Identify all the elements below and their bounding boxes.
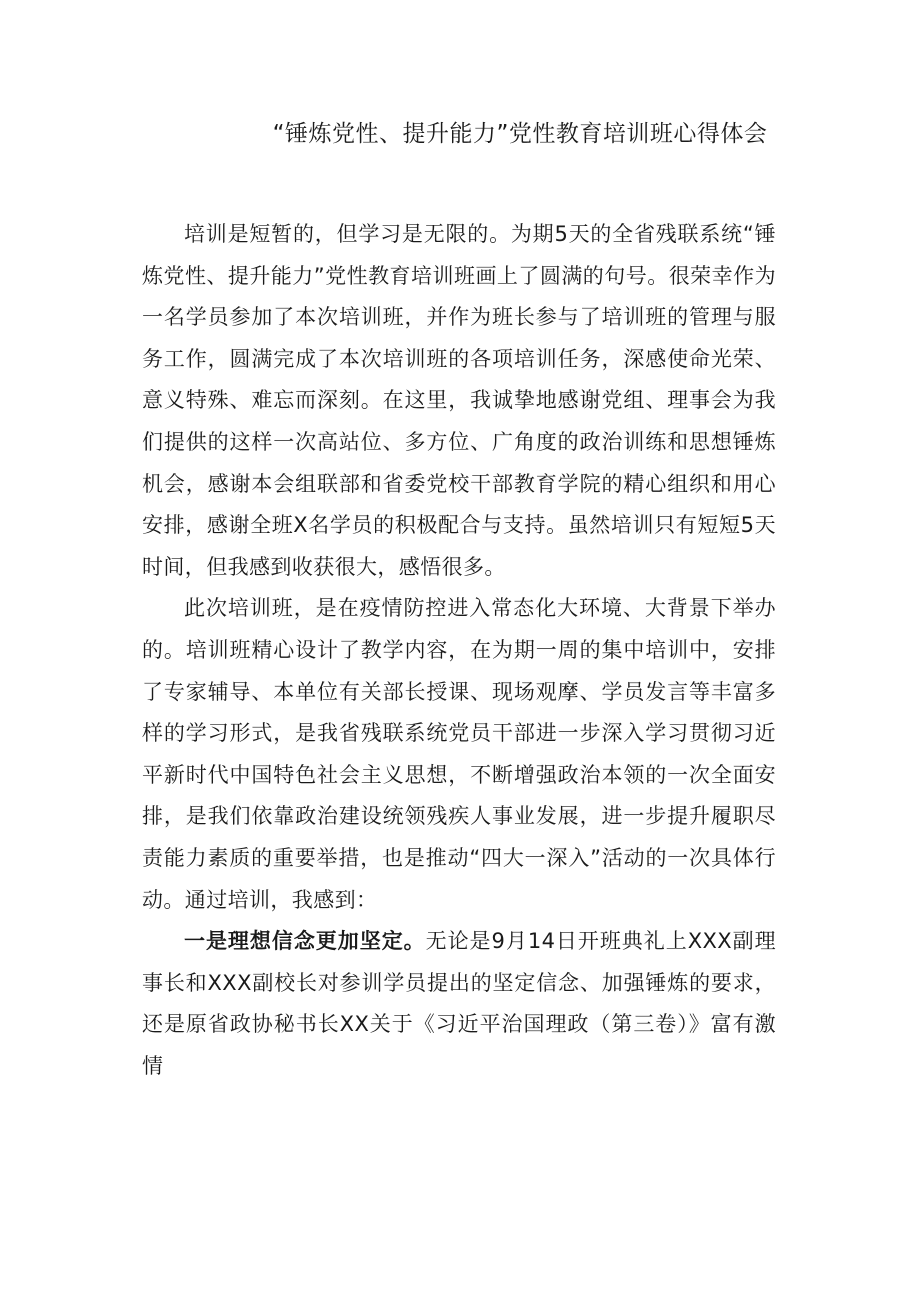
document-title: “锤炼党性、提升能力”党性教育培训班心得体会 [272,121,768,147]
paragraph-point-one [142,921,776,1087]
paragraph-intro [142,214,776,588]
paragraph-text: 无论是9月14日开班典礼上XXX副理事长和XXX副校长对参训学员提出的坚定信念、加强锤炼的要求，还是原省政协秘书长XX关于《习近平治国理政（第三卷）》富有激情 [142,929,776,1078]
paragraph-text: 此次培训班，是在疫情防控进入常态化大环境、大背景下举办的。培训班精心设计了教学内容，在为期一周的集中培训中，安排了专家辅导、本单位有关部长授课、现场观摩、学员发言等丰富多样的学习形式，是我省残联系统党员干部进一步深入学习贯彻习近平新时代中国特色社会主义思想，不断增强政治本领的一次全面安排，是我们依靠政治建设统领残疾人事业发展，进一步提升履职尽责能力素质的重要举措，也是推动“四大一深入”活动的一次具体行动。通过培训，我感到： [142,596,776,912]
paragraph-text: 培训是短暂的，但学习是无限的。为期5天的全省残联系统“锤炼党性、提升能力”党性教育培训班画上了圆满的句号。很荣幸作为一名学员参加了本次培训班，并作为班长参与了培训班的管理与服务工作，圆满完成了本次培训班的各项培训任务，深感使命光荣、意义特殊、难忘而深刻。在这里，我诚挚地感谢党组、理事会为我们提供的这样一次高站位、多方位、广角度的政治训练和思想锤炼机会，感谢本会组联部和省委党校干部教育学院的精心组织和用心安排，感谢全班X名学员的积极配合与支持。虽然培训只有短短5天时间，但我感到收获很大，感悟很多。 [142,222,776,579]
paragraph-lead-heading: 一是理想信念更加坚定。 [184,929,426,954]
document-body [142,214,776,1087]
paragraph-background [142,588,776,921]
